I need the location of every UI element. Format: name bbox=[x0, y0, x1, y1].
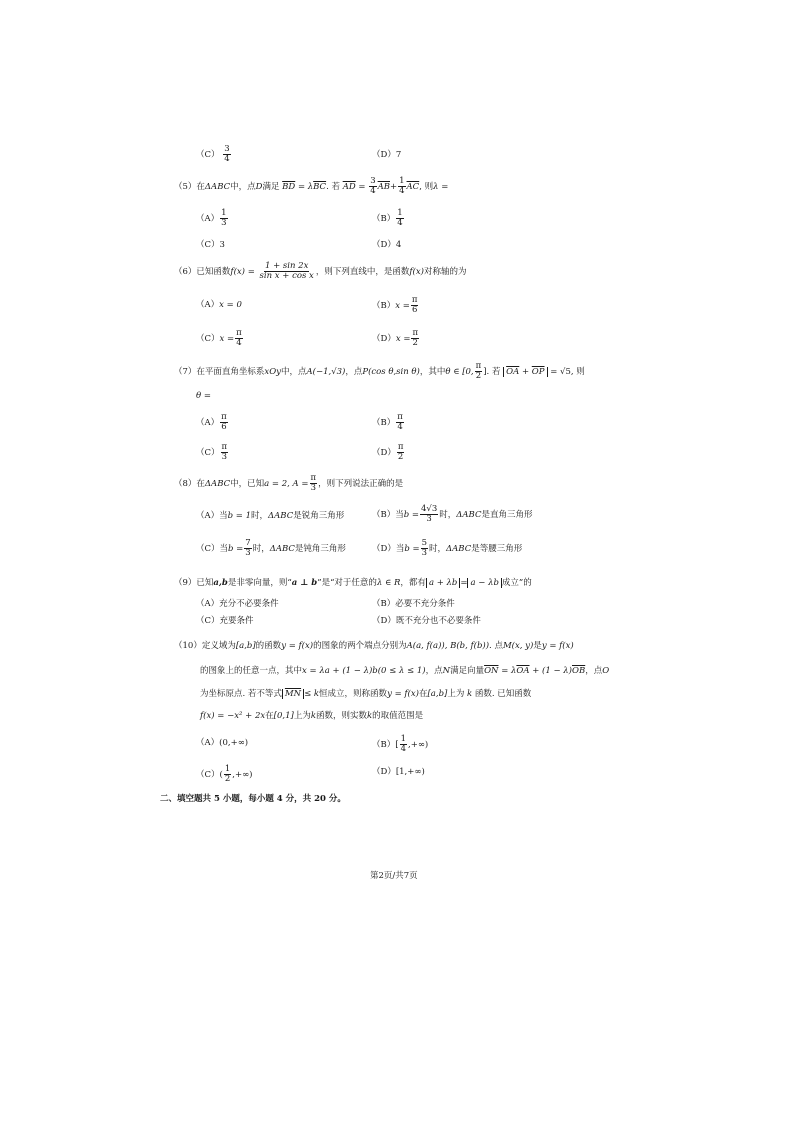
math: b = 1 bbox=[227, 511, 252, 521]
fraction bbox=[221, 443, 229, 462]
text: 上为 bbox=[447, 689, 465, 699]
math: + bbox=[390, 181, 398, 192]
math: ] bbox=[483, 366, 487, 377]
q9-option-c: （C）充要条件 bbox=[196, 616, 254, 626]
denominator: 3 bbox=[421, 547, 428, 558]
numerator: 7 bbox=[245, 538, 251, 548]
q9-option-a: （A）充分不必要条件 bbox=[196, 599, 279, 609]
fraction bbox=[420, 505, 438, 524]
fraction bbox=[396, 209, 403, 228]
vector: $\overline{AC}$ bbox=[406, 181, 420, 192]
denominator: 3 bbox=[310, 482, 316, 493]
text: ”是“对于任意的 bbox=[317, 578, 377, 588]
vector: $\overline{OA}$ bbox=[506, 366, 520, 377]
denominator: 4 bbox=[397, 421, 403, 432]
math: + bbox=[521, 366, 530, 377]
text: 的图象的两个端点分别为 bbox=[313, 641, 407, 651]
math: λ ∈ R bbox=[376, 578, 401, 588]
denominator: 4 bbox=[236, 337, 242, 348]
fraction bbox=[244, 539, 251, 558]
text: 的函数 bbox=[255, 641, 282, 651]
math: θ ∈ [0, bbox=[445, 366, 474, 377]
option-label: （C） bbox=[196, 333, 220, 344]
text: 为坐标原点. 若不等式 bbox=[200, 689, 282, 699]
numerator: π bbox=[397, 412, 403, 422]
denominator: 3 bbox=[426, 513, 432, 524]
math: ΔABC bbox=[204, 478, 231, 489]
text: . 若 bbox=[486, 366, 501, 377]
text: 上为 bbox=[293, 711, 311, 721]
math: [0,1] bbox=[273, 711, 294, 721]
option-value: [1,+∞) bbox=[395, 767, 425, 777]
q8-option-b bbox=[372, 505, 532, 524]
fraction bbox=[223, 145, 230, 164]
q5-option-d bbox=[372, 241, 401, 251]
vector: $\overline{ON}$ bbox=[484, 666, 499, 676]
math: b = bbox=[403, 509, 420, 520]
option-label: （B） bbox=[372, 739, 396, 750]
fraction bbox=[310, 474, 318, 493]
q7-option-b bbox=[372, 413, 405, 432]
fraction bbox=[235, 329, 243, 348]
math: x = bbox=[395, 300, 410, 311]
math: xOy bbox=[264, 366, 281, 377]
numerator: 1 bbox=[399, 176, 405, 186]
q8-stem bbox=[174, 474, 403, 493]
math: x = bbox=[219, 333, 235, 344]
math: y = f(x) bbox=[387, 689, 419, 699]
option-value: 4 bbox=[395, 240, 402, 250]
q10-option-c bbox=[196, 765, 253, 784]
text: , 则 bbox=[419, 181, 434, 192]
option-label: （B）当 bbox=[372, 509, 404, 520]
denominator: 6 bbox=[411, 304, 418, 315]
q10-stem-line4 bbox=[200, 712, 423, 722]
q6-option-c bbox=[196, 329, 244, 348]
vector: $\overline{AB}$ bbox=[377, 181, 390, 192]
option-label: （A）当 bbox=[196, 511, 228, 521]
option-label: （D） bbox=[372, 240, 396, 250]
text: 恒成立，则称函数 bbox=[319, 689, 388, 699]
math: x = λa + (1 − λ)b(0 ≤ λ ≤ 1) bbox=[302, 666, 426, 676]
q9-option-d: （D）既不充分也不必要条件 bbox=[372, 616, 481, 626]
text: 中，已知 bbox=[230, 478, 265, 489]
q8-option-c bbox=[196, 539, 346, 558]
option-value: 3 bbox=[219, 240, 225, 250]
text: 函数. 已知函数 bbox=[474, 689, 532, 699]
vector-norm: a − λb bbox=[467, 578, 501, 588]
numerator: π bbox=[397, 442, 404, 452]
math: k bbox=[310, 711, 316, 721]
math: ΔABC bbox=[268, 511, 294, 521]
text: 是等腰三角形 bbox=[471, 543, 523, 554]
text: 函数，则实数 bbox=[316, 711, 368, 721]
text: 成立”的 bbox=[501, 578, 532, 588]
numerator: π bbox=[411, 295, 418, 305]
option-label: （B） bbox=[372, 417, 396, 428]
math: ,+∞) bbox=[232, 769, 253, 780]
fraction bbox=[220, 413, 228, 432]
text: ，点 bbox=[345, 366, 363, 377]
text: 对称轴的为 bbox=[423, 266, 467, 277]
q8-option-d bbox=[372, 539, 522, 558]
math: ΔABC bbox=[204, 181, 231, 192]
fraction bbox=[224, 765, 231, 784]
text: 时， bbox=[251, 511, 269, 521]
text: （6）已知函数 bbox=[174, 266, 231, 277]
math: A(−1,√3) bbox=[306, 366, 346, 377]
denominator: 2 bbox=[475, 370, 482, 381]
numerator: π bbox=[221, 442, 228, 452]
text: （9）已知 bbox=[174, 578, 214, 588]
denominator: 4 bbox=[224, 153, 230, 164]
numerator: 1 bbox=[400, 734, 406, 744]
text: . 若 bbox=[326, 181, 340, 192]
math: f(x) bbox=[409, 266, 424, 277]
math: P(cos θ,sin θ) bbox=[362, 366, 420, 377]
option-label: （A） bbox=[196, 738, 220, 748]
denominator: 3 bbox=[221, 217, 227, 228]
q10-stem-line3 bbox=[200, 690, 531, 700]
q7-option-c bbox=[196, 443, 229, 462]
math: [ bbox=[395, 739, 399, 750]
text: （10）定义域为 bbox=[174, 641, 236, 651]
text: 是钝角三角形 bbox=[294, 543, 346, 554]
text: ，其中 bbox=[419, 366, 446, 377]
denominator: 2 bbox=[412, 337, 418, 348]
numerator: 1 bbox=[221, 208, 227, 218]
fraction bbox=[396, 413, 404, 432]
option-label: （D） bbox=[372, 150, 396, 160]
text: ，则下列直线中，是函数 bbox=[315, 266, 410, 277]
math: ≤ k bbox=[304, 689, 320, 699]
math: M(x, y) bbox=[502, 641, 534, 651]
q5-option-a bbox=[196, 209, 229, 228]
q10-option-a bbox=[196, 739, 248, 749]
math: ΔABC bbox=[456, 509, 482, 520]
denominator: 6 bbox=[221, 421, 227, 432]
option-label: （C） bbox=[196, 149, 220, 160]
math: ,+∞) bbox=[408, 739, 429, 750]
text: 是非零向量，则“ bbox=[227, 578, 292, 588]
numerator: 3 bbox=[370, 176, 376, 186]
text: 时， bbox=[439, 509, 457, 520]
section-heading: 二、填空题共 5 小题，每小题 4 分，共 20 分。 bbox=[160, 794, 346, 804]
text: 时， bbox=[429, 543, 447, 554]
option-label: （D） bbox=[372, 447, 396, 458]
q6-option-d bbox=[372, 329, 420, 348]
math: A(a, f(a)), B(b, f(b)) bbox=[406, 641, 490, 651]
text: 在 bbox=[418, 689, 428, 699]
q4-option-c bbox=[196, 145, 232, 164]
math: ΔABC bbox=[446, 543, 472, 554]
math: λ bbox=[307, 181, 314, 192]
text: （7）在平面直角坐标系 bbox=[174, 366, 265, 377]
option-label: （B） bbox=[372, 213, 396, 224]
math: a = 2, A = bbox=[264, 478, 309, 489]
option-label: （C） bbox=[196, 769, 220, 780]
fraction bbox=[421, 539, 428, 558]
vector-norm bbox=[503, 367, 547, 377]
q7-option-d bbox=[372, 443, 405, 462]
denominator: 2 bbox=[224, 773, 231, 784]
math: + (1 − λ) bbox=[532, 666, 572, 676]
option-value: (0,+∞) bbox=[219, 738, 249, 748]
text: 的图象上的任意一点，其中 bbox=[200, 666, 303, 676]
math: f(x) = bbox=[230, 266, 255, 277]
q7-stem-line2: θ = bbox=[196, 391, 211, 401]
vector: $\overline{OA}$ bbox=[516, 666, 530, 676]
q10-stem-line1 bbox=[174, 642, 574, 652]
q8-option-a bbox=[196, 512, 344, 522]
text: ，点 bbox=[425, 666, 443, 676]
q9-stem bbox=[174, 579, 532, 589]
math: = λ bbox=[501, 666, 517, 676]
option-label: （C） bbox=[196, 447, 220, 458]
option-label: （A） bbox=[196, 300, 220, 310]
q10-stem-line2 bbox=[200, 667, 609, 677]
fraction bbox=[369, 177, 376, 196]
math: f(x) = −x² + 2x bbox=[200, 711, 266, 721]
q7-option-a bbox=[196, 413, 229, 432]
option-label: （C） bbox=[196, 240, 220, 250]
fraction bbox=[411, 329, 419, 348]
vector: $\overline{BC}$ bbox=[313, 181, 327, 192]
math: = bbox=[358, 181, 366, 192]
math: = bbox=[460, 578, 468, 588]
text: 是锐角三角形 bbox=[293, 511, 345, 521]
math: λ bbox=[433, 181, 439, 192]
q6-option-a bbox=[196, 301, 242, 311]
text: ，点 bbox=[585, 666, 603, 676]
text: , 则 bbox=[570, 366, 585, 377]
numerator: π bbox=[236, 328, 242, 338]
denominator: sin x + cos x bbox=[259, 270, 314, 281]
q5-stem bbox=[174, 177, 448, 196]
math: a,b bbox=[213, 578, 228, 588]
text: ，则下列说法正确的是 bbox=[318, 478, 404, 489]
text: 在 bbox=[265, 711, 274, 721]
math: N bbox=[442, 666, 451, 676]
numerator: 3 bbox=[224, 144, 230, 154]
numerator: 1 + sin 2x bbox=[264, 261, 309, 271]
q5-option-b bbox=[372, 209, 405, 228]
q10-option-b bbox=[372, 735, 428, 754]
vector: $\overline{OB}$ bbox=[572, 666, 586, 676]
math: k bbox=[467, 689, 473, 699]
numerator: π bbox=[221, 412, 227, 422]
numerator: π bbox=[310, 473, 317, 483]
fraction bbox=[475, 362, 483, 381]
text: 中，点 bbox=[230, 181, 256, 192]
numerator: π bbox=[412, 328, 419, 338]
math: [a,b] bbox=[235, 641, 256, 651]
q7-stem bbox=[174, 362, 585, 381]
denominator: 4 bbox=[399, 185, 405, 196]
vector: $\overline{AD}$ bbox=[342, 181, 356, 192]
q6-option-b bbox=[372, 296, 419, 315]
option-label: （D）当 bbox=[372, 543, 405, 554]
option-value: 7 bbox=[395, 150, 402, 160]
denominator: 4 bbox=[397, 217, 403, 228]
math: y = f(x) bbox=[541, 641, 574, 651]
math: k bbox=[367, 711, 373, 721]
text: 满足向量 bbox=[450, 666, 485, 676]
math: b = bbox=[228, 543, 244, 554]
math: = √5 bbox=[550, 366, 571, 377]
option-label: （D） bbox=[372, 333, 396, 344]
numerator: π bbox=[475, 361, 482, 371]
math: x = bbox=[395, 333, 411, 344]
numerator: 5 bbox=[421, 538, 428, 548]
vector-norm: a + λb bbox=[426, 578, 460, 588]
q4-option-d bbox=[372, 151, 401, 161]
math: = bbox=[441, 181, 449, 192]
text: 是 bbox=[533, 641, 542, 651]
option-label: （B） bbox=[372, 300, 396, 311]
option-label: （D） bbox=[372, 767, 396, 777]
text: （5）在 bbox=[174, 181, 205, 192]
option-label: （A） bbox=[196, 417, 220, 428]
math: b = bbox=[404, 543, 420, 554]
math: O bbox=[602, 666, 610, 676]
text: （8）在 bbox=[174, 478, 205, 489]
fraction bbox=[259, 262, 315, 281]
denominator: 3 bbox=[221, 451, 228, 462]
math: y = f(x) bbox=[281, 641, 314, 651]
denominator: 2 bbox=[397, 451, 404, 462]
q9-option-b: （B）必要不充分条件 bbox=[372, 599, 455, 609]
math: a ⊥ b bbox=[291, 578, 318, 588]
option-value: x = 0 bbox=[219, 300, 242, 310]
denominator: 3 bbox=[245, 547, 251, 558]
text: 是直角三角形 bbox=[481, 509, 533, 520]
text: 中，点 bbox=[281, 366, 307, 377]
math: ΔABC bbox=[269, 543, 295, 554]
math: ( bbox=[219, 769, 223, 780]
denominator: 4 bbox=[370, 185, 376, 196]
fraction bbox=[397, 443, 405, 462]
fraction bbox=[411, 296, 419, 315]
text: ，都有 bbox=[400, 578, 426, 588]
text: 满足 bbox=[262, 181, 280, 192]
numerator: 1 bbox=[397, 208, 403, 218]
option-label: （C）当 bbox=[196, 543, 229, 554]
text: . 点 bbox=[489, 641, 503, 651]
q10-option-d bbox=[372, 768, 425, 778]
vector-norm: $\overline{MN}$ bbox=[282, 689, 304, 699]
denominator: 4 bbox=[400, 743, 406, 754]
fraction bbox=[398, 177, 405, 196]
text: 的取值范围是 bbox=[372, 711, 424, 721]
math: [a,b] bbox=[427, 689, 448, 699]
q6-stem bbox=[174, 262, 466, 281]
vector: $\overline{OP}$ bbox=[531, 366, 545, 377]
math: D bbox=[255, 181, 263, 192]
numerator: 1 bbox=[224, 764, 231, 774]
numerator: 4√3 bbox=[421, 504, 438, 514]
fraction bbox=[400, 735, 407, 754]
vector: $\overline{BD}$ bbox=[282, 181, 296, 192]
q5-option-c bbox=[196, 241, 225, 251]
math: = bbox=[297, 181, 306, 192]
option-label: （A） bbox=[196, 213, 220, 224]
fraction bbox=[220, 209, 227, 228]
page-footer: 第2页/共7页 bbox=[370, 871, 418, 881]
text: 时， bbox=[252, 543, 270, 554]
